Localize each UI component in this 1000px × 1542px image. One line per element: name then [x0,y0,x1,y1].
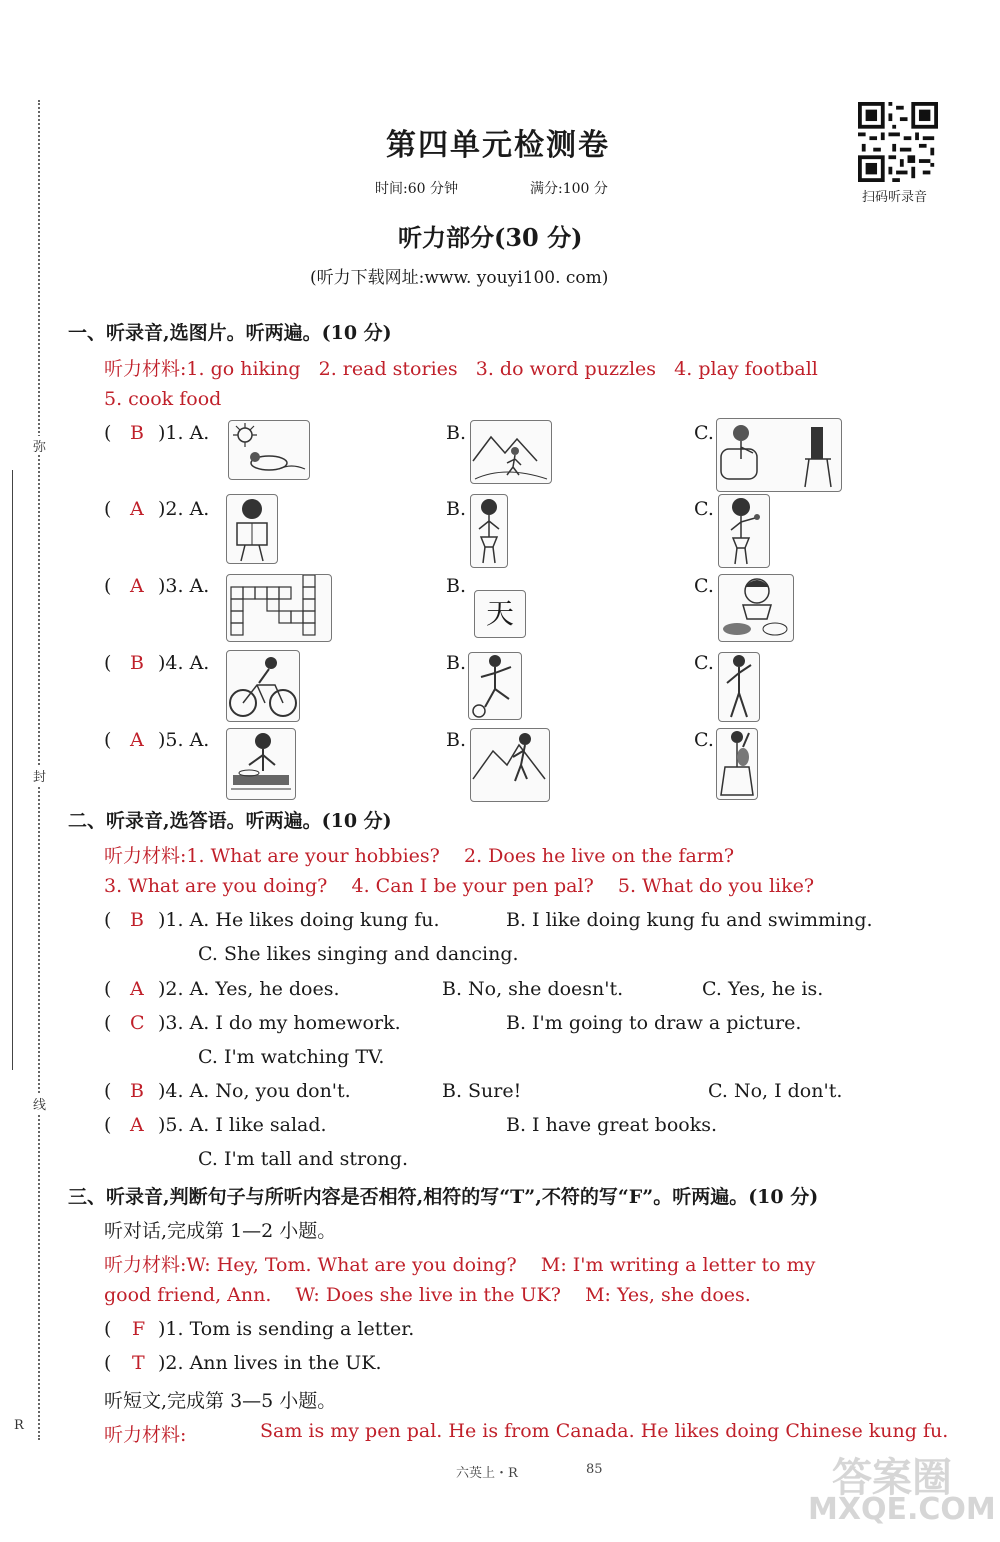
s2-q4-option-a: )4. A. No, you don't. [158,1080,351,1102]
section2-material-line1: 听力材料:1. What are your hobbies? 2. Does he live on the farm? [104,845,735,867]
s2-q5-answer[interactable]: A [130,1114,144,1136]
s1-q1-c-label: C. [694,422,714,444]
s1-q4-picture-c-kung-fu[interactable] [718,652,760,722]
s2-q1-option-c: C. She likes singing and dancing. [198,943,519,965]
s2-q1-answer[interactable]: B [130,909,144,931]
section2-material-line2: 3. What are you doing? 4. Can I be your pen pal? 5. What do you like? [104,875,815,897]
section3-sub1: 听对话,完成第 1—2 小题。 [104,1220,337,1242]
s1-q3-label: )3. A. [158,575,210,597]
s2-q3-option-b: B. I'm going to draw a picture. [506,1012,802,1034]
footer-page-number: 85 [586,1462,603,1477]
s1-q4-label: )4. A. [158,652,210,674]
s1-q3-picture-char: 天 [485,597,514,630]
s1-q2-label: )2. A. [158,498,210,520]
s1-q3-paren: ( [104,575,112,597]
binding-mark-r: R [14,1418,24,1433]
s3-q1-text: )1. Tom is sending a letter. [158,1318,415,1340]
s2-q5-option-b: B. I have great books. [506,1114,718,1136]
s2-q4-answer[interactable]: B [130,1080,144,1102]
listening-title: 听力部分(30 分) [398,223,583,252]
s2-q5-option-c: C. I'm tall and strong. [198,1148,408,1170]
score-info: 满分:100 分 [530,181,608,197]
s1-q1-b-label: B. [446,422,467,444]
s1-q4-c-label: C. [694,652,714,674]
footer-page-label: 六英上・R [456,1466,518,1481]
s2-q3-paren: ( [104,1012,112,1034]
s1-q3-picture-a-word-puzzle[interactable] [226,574,332,642]
s1-q4-paren: ( [104,652,112,674]
s1-q5-picture-a-cooking-food[interactable] [226,728,296,800]
s1-q2-picture-b-girl[interactable] [470,494,508,568]
section1-heading: 一、听录音,选图片。听两遍。(10 分) [68,322,392,344]
section1-material-line2: 5. cook food [104,388,222,410]
watermark-domain: MXQE.COM [808,1492,996,1527]
s1-q1-paren: ( [104,422,112,444]
watermark-logo: 答案圈 [832,1455,952,1501]
s1-q3-b-label: B. [446,575,467,597]
s1-q1-picture-c-watching-tv[interactable] [716,418,842,492]
s2-q5-option-a: )5. A. I like salad. [158,1114,327,1136]
binding-mark-xian: 线 [33,1094,46,1113]
s2-q2-option-c: C. Yes, he is. [702,978,824,1000]
section3-dialog-line2: good friend, Ann. W: Does she live in the UK? M: Yes, she does. [104,1284,751,1306]
s2-q2-option-a: )2. A. Yes, he does. [158,978,340,1000]
s1-q2-paren: ( [104,498,112,520]
s2-q2-answer[interactable]: A [130,978,144,1000]
time-info: 时间:60 分钟 [375,181,458,197]
s2-q2-paren: ( [104,978,112,1000]
s2-q3-answer[interactable]: C [130,1012,145,1034]
section1-material-line1: 听力材料:1. go hiking 2. read stories 3. do word puzzles 4. play football [104,358,818,380]
s1-q5-paren: ( [104,729,112,751]
s1-q3-c-label: C. [694,575,714,597]
s1-q1-answer[interactable]: B [130,422,144,444]
s1-q5-picture-b-climbing[interactable] [470,728,550,802]
s1-q2-picture-a-reading[interactable] [226,494,278,564]
s3-q2-answer[interactable]: T [132,1352,145,1374]
s1-q2-picture-c-girl-singing[interactable] [718,494,770,568]
s1-q4-picture-a-cycling[interactable] [226,650,300,722]
s1-q5-c-label: C. [694,729,714,751]
s2-q5-paren: ( [104,1114,112,1136]
s1-q5-label: )5. A. [158,729,210,751]
s2-q1-option-a: )1. A. He likes doing kung fu. [158,909,440,931]
s1-q2-b-label: B. [446,498,467,520]
binding-mark-feng: 封 [33,766,46,785]
s3-q1-answer[interactable]: F [132,1318,146,1340]
s1-q5-picture-c-playing-pipa[interactable] [716,728,758,800]
download-url: (听力下载网址:www. youyi100. com) [310,268,609,288]
s1-q5-answer[interactable]: A [130,729,144,751]
section3-heading: 三、听录音,判断句子与所听内容是否相符,相符的写“T”,不符的写“F”。听两遍。(10 分) [68,1186,819,1208]
s2-q3-option-a: )3. A. I do my homework. [158,1012,401,1034]
s3-q2-text: )2. Ann lives in the UK. [158,1352,382,1374]
s3-q1-paren: ( [104,1318,112,1340]
s1-q3-picture-c-cooking[interactable] [718,574,794,642]
s1-q5-b-label: B. [446,729,467,751]
s1-q1-picture-b-hiking[interactable] [470,420,552,484]
s1-q2-c-label: C. [694,498,714,520]
s1-q3-picture-b-character-card[interactable] [474,590,526,638]
qr-code-icon [858,102,938,182]
s2-q4-option-c: C. No, I don't. [708,1080,843,1102]
s2-q4-paren: ( [104,1080,112,1102]
binding-mark-mi: 弥 [33,436,46,455]
s2-q4-option-b: B. Sure! [442,1080,522,1102]
s2-q2-option-b: B. No, she doesn't. [442,978,624,1000]
section3-passage-line1: Sam is my pen pal. He is from Canada. He likes doing Chinese kung fu. [260,1420,949,1442]
s3-q2-paren: ( [104,1352,112,1374]
s1-q1-picture-a-sunbathing[interactable] [228,420,310,480]
s1-q1-label: )1. A. [158,422,210,444]
s1-q4-answer[interactable]: B [130,652,144,674]
s1-q2-answer[interactable]: A [130,498,144,520]
s2-q3-option-c: C. I'm watching TV. [198,1046,385,1068]
name-blank-line [12,470,14,1070]
s2-q1-paren: ( [104,909,112,931]
section3-passage-label: 听力材料: [104,1424,187,1446]
page-title: 第四单元检测卷 [386,128,610,163]
section3-sub2: 听短文,完成第 3—5 小题。 [104,1390,337,1412]
s1-q4-b-label: B. [446,652,467,674]
section2-heading: 二、听录音,选答语。听两遍。(10 分) [68,810,392,832]
s1-q4-picture-b-football[interactable] [468,652,522,720]
s1-q3-answer[interactable]: A [130,575,144,597]
qr-caption: 扫码听录音 [862,190,928,205]
section3-dialog-line1: 听力材料:W: Hey, Tom. What are you doing? M: I'm writing a letter to my [104,1254,816,1276]
s2-q1-option-b: B. I like doing kung fu and swimming. [506,909,873,931]
